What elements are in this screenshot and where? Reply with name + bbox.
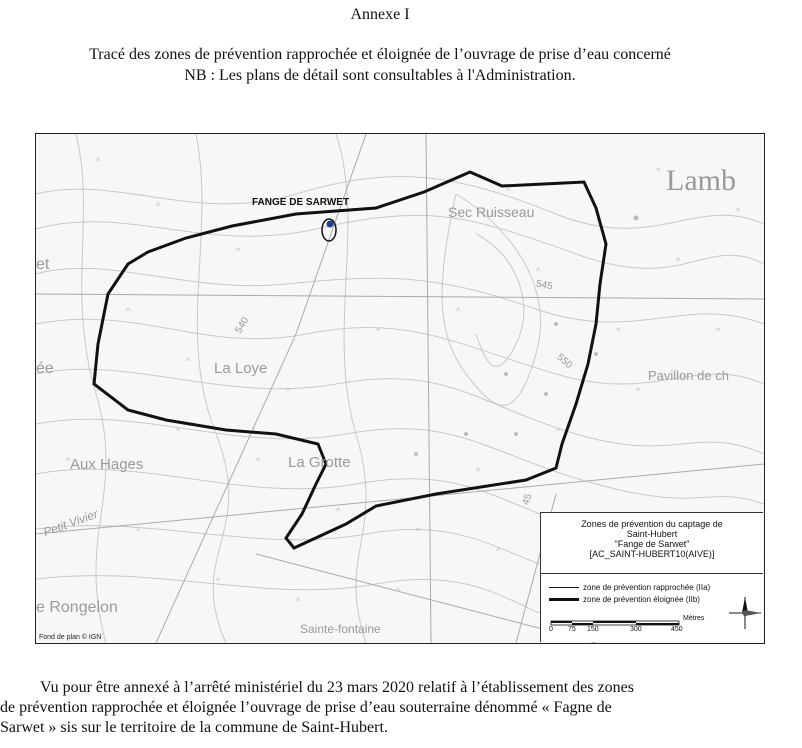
document-title: Tracé des zones de prévention rapprochée et éloignée de l’ouvrage de prise d’eau concerné [89,46,671,63]
svg-text:^: ^ [496,546,501,556]
footer-line: Sarwet » sis sur le territoire de la commune de Saint-Hubert. [0,719,388,736]
legend-title-line: [AC_SAINT-HUBERT10(AIVE)] [589,549,715,559]
svg-text:^: ^ [96,386,101,396]
place-name-la-loye: La Loye [214,360,268,377]
svg-text:^: ^ [616,326,621,336]
contour-label-550: 550 [554,351,575,372]
svg-text:^: ^ [556,426,561,436]
svg-text:^: ^ [536,266,541,276]
scale-unit: Mètres [683,615,705,622]
contour-label-540: 540 [233,315,252,336]
svg-text:^: ^ [176,426,181,436]
place-name-petit-vivier: Petit Vivier [41,506,100,540]
footer-line: Vu pour être annexé à l’arrêté ministériel du 23 mars 2020 relatif à l’établissement des zones [40,679,634,696]
contour-label-545: 545 [535,278,554,293]
legend-label-eloignee: zone de prévention éloignée (IIb) [583,595,700,604]
svg-text:^: ^ [636,386,641,396]
svg-text:^: ^ [416,526,421,536]
annex-heading: Annexe I [350,6,410,23]
svg-text:^: ^ [376,326,381,336]
place-name-rongelon: e Rongelon [36,599,118,616]
svg-text:^: ^ [236,246,241,256]
scale-tick: 300 [630,626,642,633]
place-name-la-grotte: La Grotte [288,454,351,471]
scale-tick: 0 [549,626,553,633]
svg-text:^: ^ [456,306,461,316]
legend-label-rapprochee: zone de prévention rapprochée (IIa) [583,583,711,592]
svg-text:^: ^ [186,356,191,366]
svg-text:^: ^ [506,186,511,196]
svg-text:^: ^ [476,466,481,476]
svg-text:^: ^ [216,576,221,586]
well-marker-icon[interactable] [327,221,334,228]
svg-text:^: ^ [656,166,661,176]
document-note: NB : Les plans de détail sont consultables à l'Administration. [184,67,576,84]
svg-text:^: ^ [96,156,101,166]
svg-text:^: ^ [296,596,301,606]
svg-text:^: ^ [66,456,71,466]
place-name-lamb: Lamb [666,164,736,197]
scale-tick: 150 [587,626,599,633]
place-name-sainte-fontaine: Sainte-fontaine [300,622,381,636]
svg-text:^: ^ [126,306,131,316]
place-name-pavillon: Pavillon de ch [648,368,729,383]
scale-tick: 450 [671,626,683,633]
svg-text:^: ^ [336,506,341,516]
contour-label-45: 45 [520,492,535,507]
svg-text:^: ^ [596,216,601,226]
place-name-aux-hages: Aux Hages [70,456,144,473]
place-name-et: et [36,256,50,273]
site-label: FANGE DE SARWET [252,197,350,208]
footer-text [0,678,760,738]
map-legend [540,512,763,642]
map-figure [35,133,765,644]
svg-text:^: ^ [736,206,741,216]
legend-title-line: "Fange de Sarwet" [614,539,690,549]
north-arrow-icon [729,597,761,629]
svg-text:^: ^ [676,256,681,266]
place-name-sec-ruisseau: Sec Ruisseau [448,204,535,220]
svg-text:^: ^ [256,456,261,466]
place-name-ee: ée [36,360,54,377]
svg-text:^: ^ [396,586,401,596]
legend-title-line: Saint-Hubert [626,529,678,539]
svg-text:^: ^ [156,201,161,211]
legend-title-line: Zones de prévention du captage de [581,519,723,529]
scale-tick: 75 [568,626,576,633]
scale-bar [541,513,763,642]
svg-text:^: ^ [716,326,721,336]
svg-text:^: ^ [286,386,291,396]
map-credit: Fond de plan © IGN [39,634,102,641]
footer-line: de prévention rapprochée et éloignée l’ouvrage de prise d’eau souterraine dénommé « Fagne de [0,699,612,716]
zone-eloignee-outline [94,172,606,548]
svg-text:^: ^ [136,526,141,536]
